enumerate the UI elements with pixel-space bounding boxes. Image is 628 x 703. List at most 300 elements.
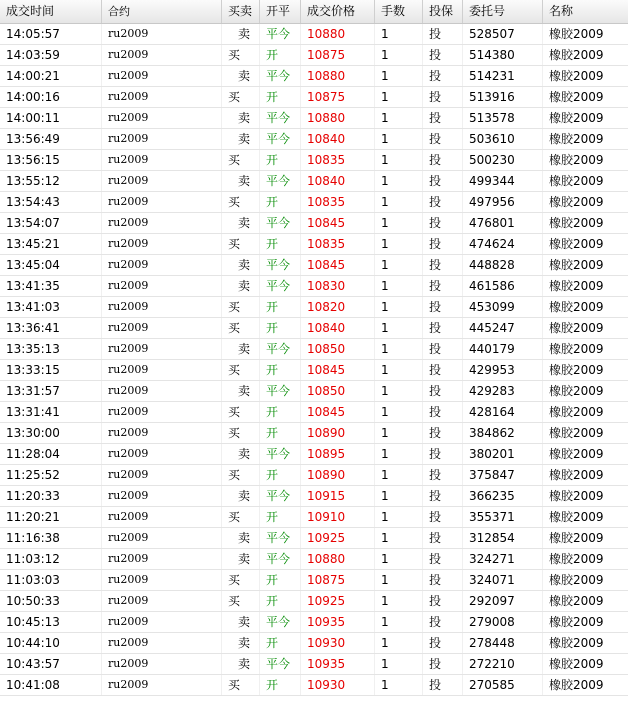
name-cell: 橡胶2009 [549, 237, 604, 251]
trade-time-cell: 14:03:59 [0, 45, 102, 65]
trade-time-cell: 10:43:57 [0, 654, 102, 674]
hedge-flag-cell: 投 [423, 486, 463, 506]
name-cell: 橡胶2009 [549, 678, 604, 692]
trade-time-cell: 14:05:57 [0, 24, 102, 44]
trade-time-cell: 13:55:12 [0, 171, 102, 191]
quantity-cell: 1 [375, 87, 423, 107]
side-cell: 卖 [222, 486, 260, 506]
table-row[interactable] [0, 129, 628, 150]
order-id-cell: 514380 [463, 45, 543, 65]
name-cell: 橡胶2009 [549, 132, 604, 146]
order-id-cell: 497956 [463, 192, 543, 212]
contract-cell: ru2009 [102, 591, 222, 611]
trade-time-cell: 13:56:49 [0, 129, 102, 149]
open-close-cell: 平今 [260, 24, 301, 44]
order-id-cell: 499344 [463, 171, 543, 191]
name-cell: 橡胶2009 [549, 615, 604, 629]
hedge-flag-cell: 投 [423, 171, 463, 191]
side-cell: 买 [222, 150, 260, 170]
order-id-cell: 461586 [463, 276, 543, 296]
table-row[interactable] [0, 423, 628, 444]
table-row[interactable] [0, 276, 628, 297]
hedge-flag-cell: 投 [423, 549, 463, 569]
name-cell: 橡胶2009 [549, 594, 604, 608]
price-cell: 10850 [301, 339, 375, 359]
price-cell: 10930 [301, 633, 375, 653]
open-close-cell: 平今 [260, 549, 301, 569]
trade-time-cell: 13:54:07 [0, 213, 102, 233]
contract-cell: ru2009 [102, 528, 222, 548]
quantity-cell: 1 [375, 444, 423, 464]
hedge-flag-cell: 投 [423, 612, 463, 632]
side-cell: 买 [222, 675, 260, 695]
hedge-flag-cell: 投 [423, 297, 463, 317]
table-header [0, 0, 628, 24]
table-row[interactable] [0, 486, 628, 507]
contract-cell: ru2009 [102, 192, 222, 212]
trade-time-cell: 11:20:21 [0, 507, 102, 527]
side-cell: 卖 [222, 549, 260, 569]
open-close-cell: 平今 [260, 486, 301, 506]
open-close-cell: 平今 [260, 129, 301, 149]
side-cell: 卖 [222, 108, 260, 128]
price-cell: 10925 [301, 591, 375, 611]
side-cell: 卖 [222, 444, 260, 464]
price-cell: 10875 [301, 45, 375, 65]
hedge-flag-cell: 投 [423, 381, 463, 401]
trade-time-cell: 11:25:52 [0, 465, 102, 485]
order-id-cell: 429953 [463, 360, 543, 380]
contract-cell: ru2009 [102, 213, 222, 233]
name-cell: 橡胶2009 [549, 510, 604, 524]
open-close-cell: 开 [260, 45, 301, 65]
table-row[interactable] [0, 297, 628, 318]
table-row[interactable] [0, 213, 628, 234]
quantity-cell: 1 [375, 612, 423, 632]
contract-cell: ru2009 [102, 633, 222, 653]
side-cell: 卖 [222, 213, 260, 233]
order-id-cell: 440179 [463, 339, 543, 359]
quantity-cell: 1 [375, 486, 423, 506]
trade-time-cell: 13:36:41 [0, 318, 102, 338]
quantity-cell: 1 [375, 339, 423, 359]
table-row[interactable] [0, 234, 628, 255]
open-close-cell: 平今 [260, 213, 301, 233]
side-cell: 买 [222, 45, 260, 65]
side-cell: 卖 [222, 381, 260, 401]
contract-cell: ru2009 [102, 675, 222, 695]
order-id-cell: 429283 [463, 381, 543, 401]
contract-cell: ru2009 [102, 87, 222, 107]
name-cell: 橡胶2009 [549, 384, 604, 398]
hedge-flag-cell: 投 [423, 129, 463, 149]
name-cell: 橡胶2009 [549, 363, 604, 377]
hedge-flag-cell: 投 [423, 87, 463, 107]
trade-time-cell: 13:31:41 [0, 402, 102, 422]
quantity-cell: 1 [375, 549, 423, 569]
trade-time-cell: 13:41:03 [0, 297, 102, 317]
side-cell: 买 [222, 192, 260, 212]
column-header-trade-time[interactable]: 成交时间 [0, 0, 102, 23]
open-close-cell: 平今 [260, 612, 301, 632]
name-cell: 橡胶2009 [549, 216, 604, 230]
table-row[interactable] [0, 507, 628, 528]
quantity-cell: 1 [375, 507, 423, 527]
price-cell: 10875 [301, 87, 375, 107]
contract-cell: ru2009 [102, 255, 222, 275]
trade-time-cell: 10:50:33 [0, 591, 102, 611]
table-row[interactable] [0, 339, 628, 360]
quantity-cell: 1 [375, 318, 423, 338]
price-cell: 10830 [301, 276, 375, 296]
table-row[interactable] [0, 360, 628, 381]
table-row[interactable] [0, 570, 628, 591]
price-cell: 10890 [301, 423, 375, 443]
trade-time-cell: 11:16:38 [0, 528, 102, 548]
side-cell: 卖 [222, 171, 260, 191]
trade-time-cell: 11:28:04 [0, 444, 102, 464]
price-cell: 10845 [301, 255, 375, 275]
contract-cell: ru2009 [102, 654, 222, 674]
contract-cell: ru2009 [102, 381, 222, 401]
contract-cell: ru2009 [102, 465, 222, 485]
quantity-cell: 1 [375, 276, 423, 296]
quantity-cell: 1 [375, 402, 423, 422]
contract-cell: ru2009 [102, 360, 222, 380]
table-row[interactable] [0, 654, 628, 675]
hedge-flag-cell: 投 [423, 423, 463, 443]
price-cell: 10915 [301, 486, 375, 506]
table-row[interactable] [0, 255, 628, 276]
open-close-cell: 开 [260, 360, 301, 380]
trade-time-cell: 14:00:21 [0, 66, 102, 86]
quantity-cell: 1 [375, 234, 423, 254]
open-close-cell: 开 [260, 423, 301, 443]
price-cell: 10880 [301, 24, 375, 44]
quantity-cell: 1 [375, 297, 423, 317]
price-cell: 10875 [301, 570, 375, 590]
order-id-cell: 513916 [463, 87, 543, 107]
name-cell: 橡胶2009 [549, 426, 604, 440]
name-cell: 橡胶2009 [549, 531, 604, 545]
hedge-flag-cell: 投 [423, 570, 463, 590]
table-row[interactable] [0, 24, 628, 45]
table-row[interactable] [0, 528, 628, 549]
side-cell: 买 [222, 507, 260, 527]
open-close-cell: 平今 [260, 528, 301, 548]
side-cell: 卖 [222, 66, 260, 86]
side-cell: 买 [222, 570, 260, 590]
open-close-cell: 开 [260, 297, 301, 317]
order-id-cell: 292097 [463, 591, 543, 611]
contract-cell: ru2009 [102, 150, 222, 170]
hedge-flag-cell: 投 [423, 276, 463, 296]
price-cell: 10895 [301, 444, 375, 464]
quantity-cell: 1 [375, 654, 423, 674]
price-cell: 10925 [301, 528, 375, 548]
open-close-cell: 开 [260, 465, 301, 485]
hedge-flag-cell: 投 [423, 402, 463, 422]
trade-time-cell: 11:20:33 [0, 486, 102, 506]
hedge-flag-cell: 投 [423, 45, 463, 65]
name-cell: 橡胶2009 [549, 342, 604, 356]
table-row[interactable] [0, 549, 628, 570]
table-row[interactable] [0, 318, 628, 339]
quantity-cell: 1 [375, 675, 423, 695]
order-id-cell: 476801 [463, 213, 543, 233]
column-header-contract[interactable]: 合约 [102, 0, 222, 23]
hedge-flag-cell: 投 [423, 213, 463, 233]
price-cell: 10910 [301, 507, 375, 527]
side-cell: 卖 [222, 612, 260, 632]
open-close-cell: 平今 [260, 276, 301, 296]
open-close-cell: 开 [260, 87, 301, 107]
table-row[interactable] [0, 45, 628, 66]
contract-cell: ru2009 [102, 297, 222, 317]
name-cell: 橡胶2009 [549, 279, 604, 293]
table-row[interactable] [0, 192, 628, 213]
quantity-cell: 1 [375, 381, 423, 401]
trade-time-cell: 13:56:15 [0, 150, 102, 170]
price-cell: 10835 [301, 234, 375, 254]
contract-cell: ru2009 [102, 108, 222, 128]
contract-cell: ru2009 [102, 129, 222, 149]
price-cell: 10880 [301, 66, 375, 86]
name-cell: 橡胶2009 [549, 552, 604, 566]
quantity-cell: 1 [375, 528, 423, 548]
trade-time-cell: 13:33:15 [0, 360, 102, 380]
quantity-cell: 1 [375, 465, 423, 485]
name-cell: 橡胶2009 [549, 27, 604, 41]
open-close-cell: 开 [260, 318, 301, 338]
table-row[interactable] [0, 171, 628, 192]
open-close-cell: 开 [260, 591, 301, 611]
hedge-flag-cell: 投 [423, 507, 463, 527]
hedge-flag-cell: 投 [423, 465, 463, 485]
side-cell: 卖 [222, 24, 260, 44]
trade-time-cell: 11:03:03 [0, 570, 102, 590]
table-row[interactable] [0, 66, 628, 87]
order-id-cell: 366235 [463, 486, 543, 506]
quantity-cell: 1 [375, 591, 423, 611]
table-row[interactable] [0, 591, 628, 612]
trade-time-cell: 11:03:12 [0, 549, 102, 569]
trade-time-cell: 13:54:43 [0, 192, 102, 212]
order-id-cell: 272210 [463, 654, 543, 674]
hedge-flag-cell: 投 [423, 675, 463, 695]
trade-time-cell: 13:30:00 [0, 423, 102, 443]
price-cell: 10840 [301, 129, 375, 149]
column-header-hedge-flag[interactable]: 投保 [423, 0, 463, 23]
open-close-cell: 平今 [260, 66, 301, 86]
price-cell: 10930 [301, 675, 375, 695]
name-cell: 橡胶2009 [549, 447, 604, 461]
contract-cell: ru2009 [102, 318, 222, 338]
hedge-flag-cell: 投 [423, 360, 463, 380]
open-close-cell: 平今 [260, 108, 301, 128]
name-cell: 橡胶2009 [549, 321, 604, 335]
side-cell: 卖 [222, 339, 260, 359]
column-header-quantity[interactable]: 手数 [375, 0, 423, 23]
price-cell: 10840 [301, 318, 375, 338]
quantity-cell: 1 [375, 213, 423, 233]
quantity-cell: 1 [375, 66, 423, 86]
side-cell: 买 [222, 465, 260, 485]
name-cell: 橡胶2009 [549, 111, 604, 125]
order-id-cell: 375847 [463, 465, 543, 485]
table-row[interactable] [0, 108, 628, 129]
hedge-flag-cell: 投 [423, 192, 463, 212]
open-close-cell: 开 [260, 633, 301, 653]
side-cell: 卖 [222, 129, 260, 149]
contract-cell: ru2009 [102, 171, 222, 191]
contract-cell: ru2009 [102, 276, 222, 296]
quantity-cell: 1 [375, 108, 423, 128]
trade-time-cell: 10:45:13 [0, 612, 102, 632]
quantity-cell: 1 [375, 45, 423, 65]
quantity-cell: 1 [375, 360, 423, 380]
hedge-flag-cell: 投 [423, 339, 463, 359]
quantity-cell: 1 [375, 150, 423, 170]
price-cell: 10850 [301, 381, 375, 401]
price-cell: 10835 [301, 150, 375, 170]
side-cell: 买 [222, 234, 260, 254]
table-row[interactable] [0, 465, 628, 486]
order-id-cell: 270585 [463, 675, 543, 695]
order-id-cell: 514231 [463, 66, 543, 86]
table-row[interactable] [0, 612, 628, 633]
contract-cell: ru2009 [102, 444, 222, 464]
contract-cell: ru2009 [102, 549, 222, 569]
contract-cell: ru2009 [102, 339, 222, 359]
quantity-cell: 1 [375, 192, 423, 212]
order-id-cell: 324071 [463, 570, 543, 590]
price-cell: 10880 [301, 549, 375, 569]
order-id-cell: 448828 [463, 255, 543, 275]
contract-cell: ru2009 [102, 234, 222, 254]
name-cell: 橡胶2009 [549, 174, 604, 188]
table-row[interactable] [0, 381, 628, 402]
trade-time-cell: 13:41:35 [0, 276, 102, 296]
open-close-cell: 开 [260, 402, 301, 422]
order-id-cell: 474624 [463, 234, 543, 254]
column-header-order-id[interactable]: 委托号 [463, 0, 543, 23]
open-close-cell: 开 [260, 675, 301, 695]
table-row[interactable] [0, 150, 628, 171]
order-id-cell: 312854 [463, 528, 543, 548]
price-cell: 10820 [301, 297, 375, 317]
price-cell: 10935 [301, 654, 375, 674]
quantity-cell: 1 [375, 24, 423, 44]
price-cell: 10935 [301, 612, 375, 632]
contract-cell: ru2009 [102, 66, 222, 86]
column-header-name[interactable]: 名称 [549, 4, 574, 18]
side-cell: 卖 [222, 654, 260, 674]
price-cell: 10845 [301, 402, 375, 422]
trade-time-cell: 13:45:04 [0, 255, 102, 275]
table-row[interactable] [0, 444, 628, 465]
table-body [0, 24, 628, 696]
open-close-cell: 平今 [260, 255, 301, 275]
side-cell: 买 [222, 591, 260, 611]
table-row[interactable] [0, 402, 628, 423]
price-cell: 10835 [301, 192, 375, 212]
quantity-cell: 1 [375, 129, 423, 149]
hedge-flag-cell: 投 [423, 318, 463, 338]
contract-cell: ru2009 [102, 45, 222, 65]
order-id-cell: 355371 [463, 507, 543, 527]
hedge-flag-cell: 投 [423, 24, 463, 44]
side-cell: 卖 [222, 276, 260, 296]
name-cell: 橡胶2009 [549, 195, 604, 209]
order-id-cell: 528507 [463, 24, 543, 44]
trade-time-cell: 10:44:10 [0, 633, 102, 653]
quantity-cell: 1 [375, 255, 423, 275]
price-cell: 10845 [301, 360, 375, 380]
order-id-cell: 503610 [463, 129, 543, 149]
trade-time-cell: 13:31:57 [0, 381, 102, 401]
hedge-flag-cell: 投 [423, 255, 463, 275]
hedge-flag-cell: 投 [423, 633, 463, 653]
table-row[interactable] [0, 633, 628, 654]
side-cell: 买 [222, 318, 260, 338]
contract-cell: ru2009 [102, 423, 222, 443]
contract-cell: ru2009 [102, 570, 222, 590]
order-id-cell: 453099 [463, 297, 543, 317]
name-cell: 橡胶2009 [549, 48, 604, 62]
quantity-cell: 1 [375, 423, 423, 443]
price-cell: 10880 [301, 108, 375, 128]
trade-time-cell: 10:41:08 [0, 675, 102, 695]
hedge-flag-cell: 投 [423, 108, 463, 128]
name-cell: 橡胶2009 [549, 153, 604, 167]
open-close-cell: 开 [260, 570, 301, 590]
side-cell: 卖 [222, 528, 260, 548]
name-cell: 橡胶2009 [549, 90, 604, 104]
hedge-flag-cell: 投 [423, 654, 463, 674]
quantity-cell: 1 [375, 570, 423, 590]
column-header-side[interactable]: 买卖 [222, 0, 260, 23]
open-close-cell: 平今 [260, 339, 301, 359]
name-cell: 橡胶2009 [549, 636, 604, 650]
order-id-cell: 500230 [463, 150, 543, 170]
side-cell: 买 [222, 360, 260, 380]
table-row[interactable] [0, 87, 628, 108]
open-close-cell: 开 [260, 234, 301, 254]
order-id-cell: 278448 [463, 633, 543, 653]
column-header-price[interactable]: 成交价格 [301, 0, 375, 23]
open-close-cell: 开 [260, 150, 301, 170]
order-id-cell: 324271 [463, 549, 543, 569]
order-id-cell: 380201 [463, 444, 543, 464]
hedge-flag-cell: 投 [423, 66, 463, 86]
name-cell: 橡胶2009 [549, 573, 604, 587]
trade-time-cell: 13:45:21 [0, 234, 102, 254]
table-row[interactable] [0, 675, 628, 696]
side-cell: 卖 [222, 633, 260, 653]
name-cell: 橡胶2009 [549, 69, 604, 83]
trade-time-cell: 14:00:16 [0, 87, 102, 107]
side-cell: 买 [222, 423, 260, 443]
trade-time-cell: 14:00:11 [0, 108, 102, 128]
contract-cell: ru2009 [102, 612, 222, 632]
contract-cell: ru2009 [102, 402, 222, 422]
name-cell: 橡胶2009 [549, 657, 604, 671]
hedge-flag-cell: 投 [423, 591, 463, 611]
side-cell: 买 [222, 87, 260, 107]
price-cell: 10890 [301, 465, 375, 485]
column-header-open-close[interactable]: 开平 [260, 0, 301, 23]
